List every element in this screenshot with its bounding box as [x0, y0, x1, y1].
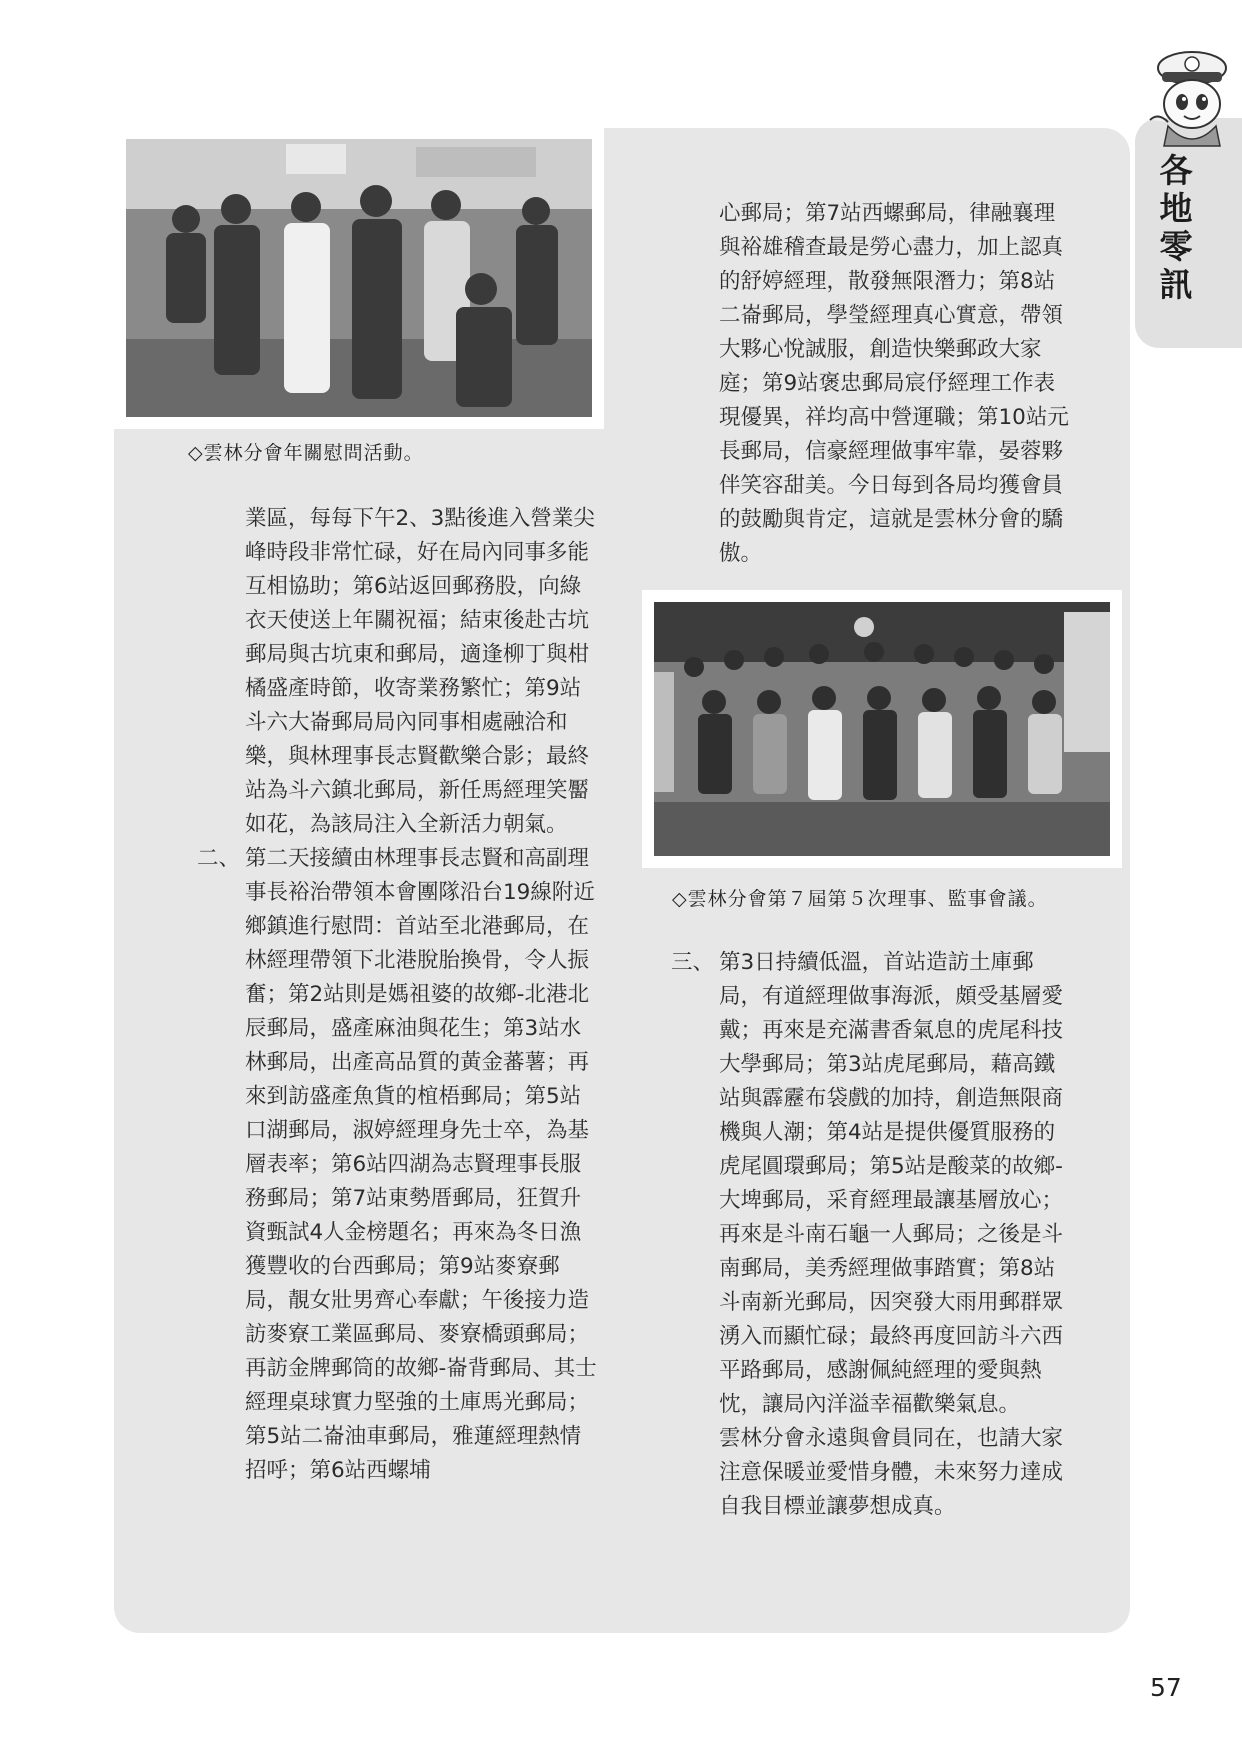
- page-number: 57: [1150, 1673, 1182, 1702]
- right-column-top: [719, 197, 1071, 571]
- list-item-text: 第3日持續低溫，首站造訪土庫郵局，有道經理做事海派，頗受基層愛戴；再來是充滿書香氣息的虎尾科技大學郵局；第3站虎尾郵局，藉高鐵站與霹靂布袋戲的加持，創造無限商機與人潮；第4站是提供優質服務的虎尾圓環郵局；第5站是酸菜的故鄉-大埤郵局，采育經理最讓基層放心；再來是斗南石龜一人郵局；之後是斗南郵局，美秀經理做事踏實；第8站斗南新光郵局，因突發大雨用郵群眾湧入而顯忙碌；最終再度回訪斗六西平路郵局，感謝佩純經理的愛與熱忱，讓局內洋溢幸福歡樂氣息。: [719, 950, 1064, 1417]
- list-item-3: [671, 946, 1071, 1422]
- list-marker: 三、: [671, 950, 715, 975]
- list-item-2: [197, 842, 597, 1488]
- photo-board-meeting: [642, 590, 1122, 868]
- list-item-text: 第二天接續由林理事長志賢和高副理事長裕治帶領本會團隊沿台19線附近鄉鎮進行慰問：首站至北港郵局，在林經理帶領下北港脫胎換骨，令人振奮；第2站則是媽祖婆的故鄉-北港北辰郵局，盛產麻油與花生；第3站水林郵局，出產高品質的黃金蕃薯；再來到訪盛產魚貨的椬梧郵局；第5站口湖郵局，淑婷經理身先士卒，為基層表率；第6站四湖為志賢理事長服務郵局；第7站東勢厝郵局，狂賀升資甄試4人金榜題名；再來為冬日漁獲豐收的台西郵局；第9站麥寮郵局，靚女壯男齊心奉獻；午後接力造訪麥寮工業區郵局、麥寮橋頭郵局；再訪金牌郵筒的故鄉-崙背郵局、其士經理桌球實力堅強的土庫馬光郵局；第5站二崙油車郵局，雅蓮經理熱情招呼；第6站西螺埔: [245, 846, 597, 1483]
- list-marker: 二、: [197, 846, 241, 871]
- right-paragraph: 心郵局；第7站西螺郵局，律融襄理與裕雄稽查最是勞心盡力，加上認真的舒婷經理，散發無限潛力；第8站二崙郵局，學瑩經理真心實意，帶領大夥心悅誠服，創造快樂郵政大家庭；第9站褒忠郵局宸伃經理工作表現優異，祥均高中營運職；第10站元長郵局，信豪經理做事牢靠，晏蓉夥伴笑容甜美。今日每到各局均獲會員的鼓勵與肯定，這就是雲林分會的驕傲。: [719, 201, 1069, 566]
- left-column: [197, 502, 597, 1488]
- left-paragraph: 業區，每每下午2、3點後進入營業尖峰時段非常忙碌，好在局內同事多能互相協助；第6站返回郵務股，向綠衣天使送上年關祝福；結束後赴古坑郵局與古坑東和郵局，適逢柳丁與柑橘盛產時節，收寄業務繁忙；第9站斗六大崙郵局局內同事相處融洽和樂，與林理事長志賢歡樂合影；最終站為斗六鎮北郵局，新任馬經理笑靨如花，為該局注入全新活力朝氣。: [245, 506, 595, 837]
- section-title: 各地零訊: [1159, 151, 1193, 304]
- photo-caption-right: ◇雲林分會第７屆第５次理事、監事會議。: [672, 888, 1048, 910]
- mascot-icon: [1140, 42, 1240, 152]
- photo-caption-top: ◇雲林分會年關慰問活動。: [188, 442, 424, 464]
- photo-yearend-visit: [114, 127, 604, 429]
- right-column-bottom: [671, 946, 1071, 1524]
- closing-paragraph: 雲林分會永遠與會員同在，也請大家注意保暖並愛惜身體，未來努力達成自我目標並讓夢想成真。: [719, 1426, 1064, 1519]
